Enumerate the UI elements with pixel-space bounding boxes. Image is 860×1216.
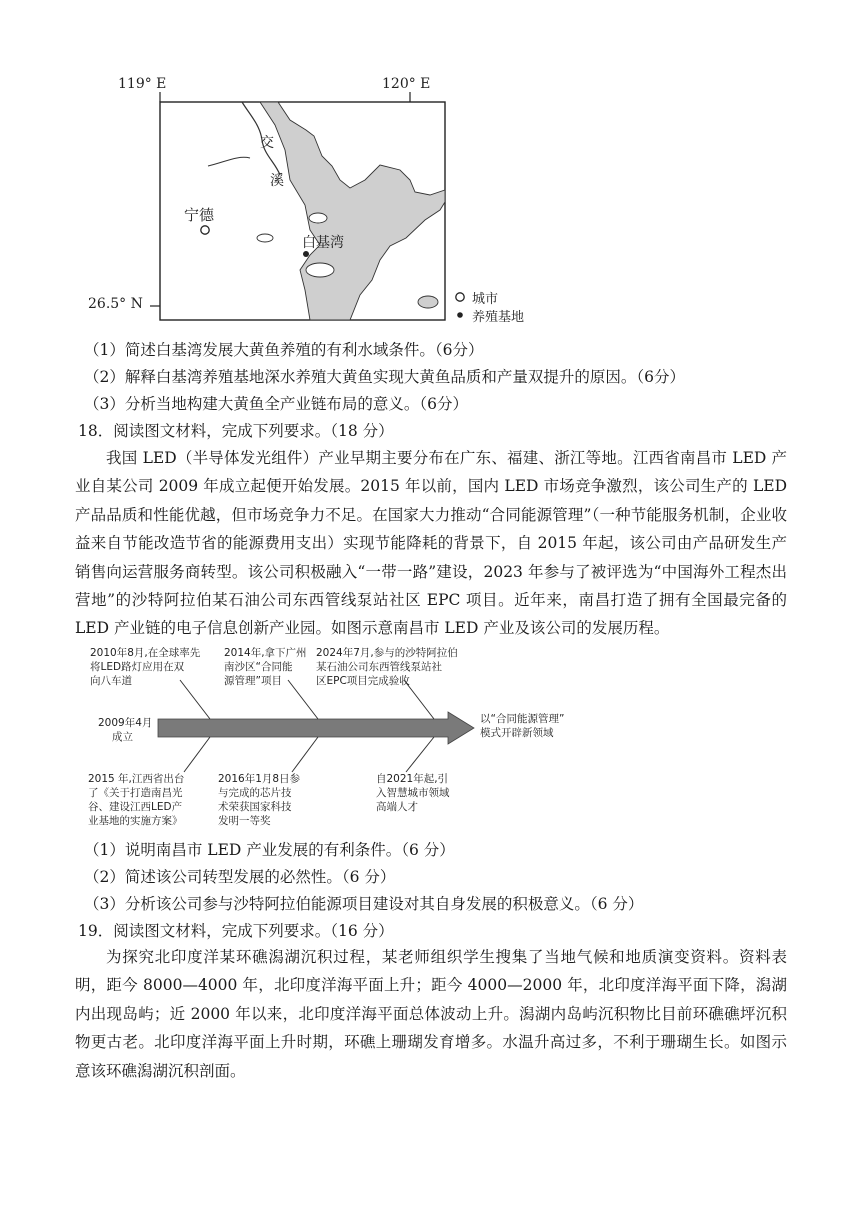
map-figure [88,70,550,330]
legend-base-icon [457,312,463,318]
timeline-event-2014: 2014年,拿下广州 南沙区“合同能 源管理”项目 [224,647,307,687]
timeline-event-2021: 自2021年起,引 入智慧城市领域 高端人才 [376,773,450,813]
q18-item-2: （2）简述该公司转型发展的必然性。（6 分） [84,868,396,886]
q18-paragraph: 我国 LED（半导体发光组件）产业早期主要分布在广东、福建、浙江等地。江西省南昌市 LED 产业自某公司 2009 年成立起便开始发展。2015 年以前，国内 LED 市场竞争激烈，该公司生产的 LED 产品品质和性能优越，但市场竞争力不足。在国家大力推动“合同能源管理”（一种节能服务机制，企业收益来自节能改造节省的能源费用支出）实现节能降耗的背景下，自 2015 年起，该公司由产品研发生产销售向运营服务商转型。该公司积极融入“一带一路”建设，2023 年参与了被评选为“中国海外工程杰出营地”的沙特阿拉伯某石油公司东西管线泵站社区 EPC 项目。近年来，南昌打造了拥有全国最完备的 LED 产业链的电子信息创新产业园。如图示意南昌市 LED 产业及该公司的发展历程。 [75,449,787,638]
legend-city-icon [456,293,464,301]
q17-item-3: （3）分析当地构建大黄鱼全产业链布局的意义。（6分） [84,395,468,413]
q17-item-1: （1）简述白基湾发展大黄鱼养殖的有利水域条件。（6分） [84,341,484,359]
timeline-event-2015: 2015 年,江西省出台 了《关于打造南昌光 谷、建设江西LED产 业基地的实施方案》 [88,773,185,827]
legend-city-label: 城市 [472,292,499,307]
timeline-event-2016: 2016年1月8日参 与完成的芯片技 术荣获国家科技 发明一等奖 [218,773,301,827]
river-label-bottom: 溪 [270,173,284,189]
city-label: 宁德 [184,206,215,224]
q17-item-2: （2）解释白基湾养殖基地深水养殖大黄鱼实现大黄鱼品质和产量双提升的原因。（6分） [84,368,685,386]
city-marker [201,226,209,234]
timeline-event-2024: 2024年7月,参与的沙特阿拉伯 某石油公司东西管线泵站社 区EPC项目完成验收 [316,647,458,687]
latitude-label: 26.5° N [88,296,143,312]
legend-base-label: 养殖基地 [472,310,525,325]
q18-item-3: （3）分析该公司参与沙特阿拉伯能源项目建设对其自身发展的积极意义。（6 分） [84,895,644,913]
river-label-top: 交 [260,135,274,151]
q18-heading: 18．阅读图文材料，完成下列要求。（18 分） [78,422,394,440]
q19-heading: 19．阅读图文材料，完成下列要求。（16 分） [78,922,394,940]
timeline-figure [88,644,608,834]
longitude-label-right: 120° E [382,76,431,92]
q19-paragraph: 为探究北印度洋某环礁潟湖沉积过程，某老师组织学生搜集了当地气候和地质演变资料。资料表明，距今 8000—4000 年，北印度洋海平面上升；距今 4000—2000 年，北印度洋海平面下降，潟湖内出现岛屿；近 2000 年以来，北印度洋海平面总体波动上升。潟湖内岛屿沉积物比目前环礁礁坪沉积物更古老。北印度洋海平面上升时期，环礁上珊瑚发育增多。水温升高过多，不利于珊瑚生长。如图示意该环礁潟湖沉积剖面。 [75,948,787,1080]
base-label: 白基湾 [302,235,344,251]
timeline-event-2010: 2010年8月,在全球率先 将LED路灯应用在双 向八车道 [90,647,201,687]
q18-item-1: （1）说明南昌市 LED 产业发展的有利条件。（6 分） [84,841,455,859]
timeline-start: 2009年4月 成立 [98,717,153,743]
longitude-label-left: 119° E [118,76,167,92]
timeline-end: 以“合同能源管理” 模式开辟新领域 [480,713,565,739]
